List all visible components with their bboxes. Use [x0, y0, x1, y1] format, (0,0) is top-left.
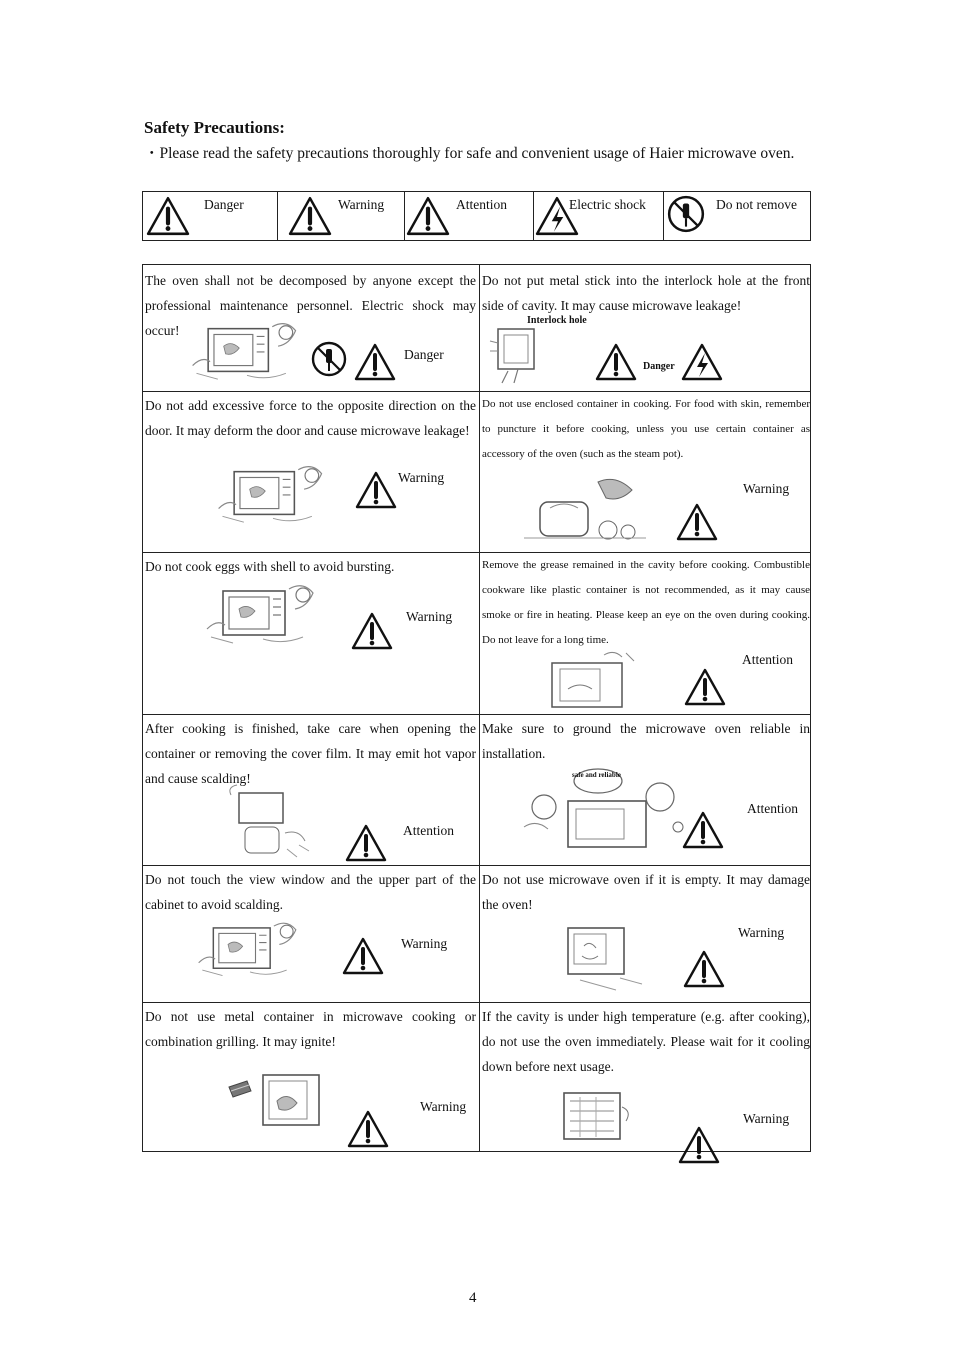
precaution-text: If the cavity is under high temperature (e.g. after cooking), do not use the oven immediately. Please wait for it cooling down before next usage.	[482, 1009, 810, 1074]
illustration	[520, 767, 690, 853]
hazard-label: Danger	[404, 347, 444, 362]
precaution-text: Do not use metal container in microwave cooking or combination grilling. It may ignite!	[145, 1009, 476, 1049]
illustration	[560, 920, 650, 994]
warning-triangle-icon	[347, 1109, 389, 1149]
legend-electric-shock	[534, 192, 664, 240]
hazard-label: Warning	[406, 609, 453, 624]
legend-do-not-remove	[664, 192, 810, 240]
symbol-legend	[142, 191, 811, 241]
legend-danger	[143, 192, 278, 240]
warning-triangle-icon	[406, 195, 450, 237]
warning-triangle-icon	[595, 342, 637, 382]
warning-triangle-icon	[678, 1125, 720, 1165]
callout-label: Interlock hole	[527, 315, 587, 326]
illustration	[213, 460, 333, 528]
legend-label: Danger	[204, 197, 244, 212]
hazard-label: Warning	[743, 1111, 790, 1126]
intro-text: ・Please read the safety precautions thoroughly for safe and convenient usage of Haier microwave oven.	[144, 145, 795, 162]
precaution-text: Do not touch the view window and the upper part of the cabinet to avoid scalding.	[145, 872, 476, 912]
precaution-text: Make sure to ground the microwave oven reliable in installation.	[482, 721, 810, 761]
precaution-text: Do not use microwave oven if it is empty. It may damage the oven!	[482, 872, 810, 912]
illustration	[225, 783, 315, 863]
hazard-label: Warning	[401, 936, 448, 951]
warning-triangle-icon	[342, 936, 384, 976]
illustration	[488, 321, 548, 385]
precaution-text: Do not put metal stick into the interlock hole at the front side of cavity. It may cause microwave leakage!	[482, 273, 810, 313]
illustration	[187, 317, 307, 385]
precaution-text: Remove the grease remained in the cavity before cooking. Combustible cookware like plastic container is not recommended, as it may cause smoke or fire in heating. Please keep an eye on the oven during cooking. Do not leave for a long time.	[482, 559, 810, 646]
hazard-label: Warning	[738, 925, 785, 940]
electric-shock-icon	[681, 342, 723, 382]
precaution-text: The oven shall not be decomposed by anyone except the professional maintenance personnel. Electric shock may occur!	[145, 273, 476, 338]
warning-triangle-icon	[683, 949, 725, 989]
callout-label: safe and reliable	[572, 771, 621, 779]
hazard-label: Warning	[743, 481, 790, 496]
legend-label: Warning	[338, 197, 385, 212]
illustration	[227, 1069, 327, 1131]
legend-label: Do not remove	[716, 197, 797, 212]
precautions-table	[142, 264, 811, 1152]
legend-label: Attention	[456, 197, 507, 212]
hazard-label: Warning	[420, 1099, 467, 1114]
warning-triangle-icon	[682, 810, 724, 850]
hazard-label: Warning	[398, 470, 445, 485]
precaution-text: After cooking is finished, take care when opening the container or removing the cover film. It may emit hot vapor and cause scalding!	[145, 721, 476, 786]
illustration	[520, 472, 650, 548]
warning-triangle-icon	[684, 667, 726, 707]
illustration	[203, 579, 323, 649]
warning-triangle-icon	[351, 611, 393, 651]
do-not-remove-icon	[310, 340, 348, 378]
do-not-remove-icon	[666, 194, 706, 234]
hazard-label: Attention	[403, 823, 454, 838]
section-heading: Safety Precautions:	[144, 118, 285, 137]
warning-triangle-icon	[345, 823, 387, 863]
legend-label: Electric shock	[569, 197, 646, 212]
illustration	[544, 649, 644, 711]
warning-triangle-icon	[354, 342, 396, 382]
legend-attention	[405, 192, 534, 240]
warning-triangle-icon	[146, 195, 190, 237]
legend-warning	[278, 192, 405, 240]
precaution-text: Do not add excessive force to the opposite direction on the door. It may deform the door and cause microwave leakage!	[145, 398, 476, 438]
precaution-text: Do not use enclosed container in cooking. For food with skin, remember to puncture it before cooking, unless you use certain container as accessory of the oven (such as the steam pot).	[482, 398, 810, 460]
warning-triangle-icon	[288, 195, 332, 237]
hazard-label: Attention	[747, 801, 798, 816]
hazard-label: Attention	[742, 652, 793, 667]
illustration	[195, 916, 305, 982]
precaution-text: Do not cook eggs with shell to avoid bursting.	[145, 559, 395, 574]
warning-triangle-icon	[676, 502, 718, 542]
warning-triangle-icon	[355, 470, 397, 510]
page-number: 4	[469, 1290, 477, 1306]
hazard-label: Danger	[643, 361, 675, 372]
illustration	[556, 1087, 636, 1147]
